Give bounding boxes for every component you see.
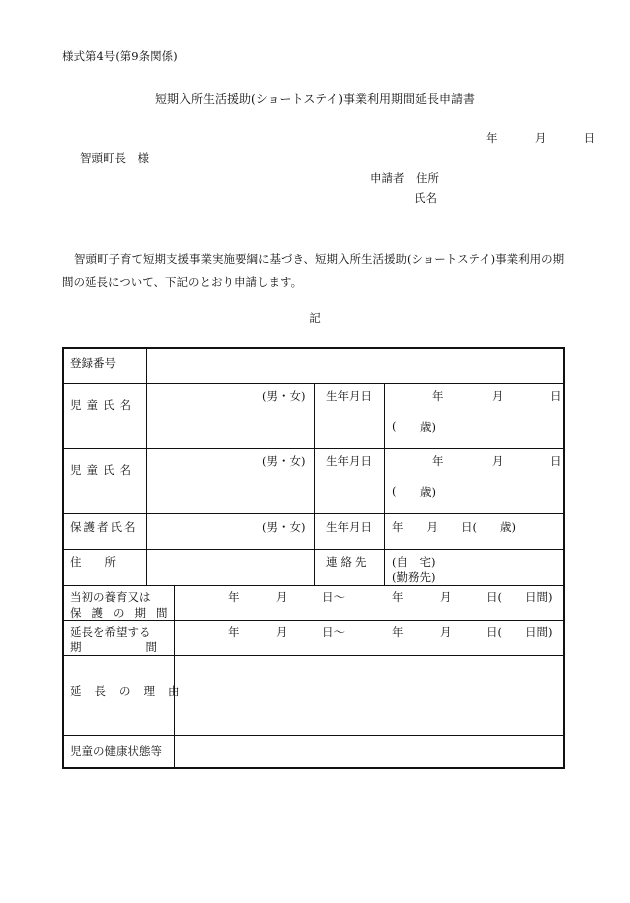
registration-number-field[interactable] bbox=[384, 383, 564, 448]
initial-period-to-month: 月 bbox=[440, 590, 452, 604]
extension-period-from-month: 月 bbox=[276, 625, 288, 639]
applicant-name-label: 氏名 bbox=[414, 191, 437, 205]
address-label: 住 所 bbox=[70, 555, 116, 569]
birth-month-1: 月 bbox=[492, 389, 504, 403]
extension-period-label-line2: 期間 bbox=[70, 640, 221, 654]
gender-2: (男・女) bbox=[262, 454, 306, 468]
extension-period-to-year: 年 bbox=[392, 625, 404, 639]
initial-period-from-month: 月 bbox=[276, 590, 288, 604]
initial-period-from-year: 年 bbox=[228, 590, 240, 604]
initial-period-label-line1: 当初の養育又は bbox=[70, 590, 151, 604]
initial-period-from-day: 日〜 bbox=[322, 590, 345, 604]
date-year: 年 bbox=[486, 131, 498, 145]
addressee: 智頭町長 様 bbox=[80, 151, 149, 165]
guardian-birthdate-label: 生年月日 bbox=[326, 520, 372, 534]
ki-heading: 記 bbox=[309, 311, 321, 325]
birth-year-2: 年 bbox=[432, 454, 444, 468]
home-phone-label: (自 宅) bbox=[392, 555, 436, 569]
address-field[interactable] bbox=[147, 550, 313, 584]
child-health-field[interactable] bbox=[175, 736, 563, 767]
birth-month-2: 月 bbox=[492, 454, 504, 468]
extension-period-label-line1: 延長を希望する bbox=[70, 625, 151, 639]
registration-number-label: 登録番号 bbox=[70, 356, 116, 370]
guardian-name-label: 保護者氏名 bbox=[70, 520, 138, 534]
date-day: 日 bbox=[583, 131, 596, 145]
extension-period-to-month: 月 bbox=[440, 625, 452, 639]
child-health-label: 児童の健康状態等 bbox=[70, 744, 162, 758]
child-name-label-2: 児童氏名 bbox=[70, 463, 136, 477]
date-month: 月 bbox=[534, 131, 547, 145]
extension-period-to-day: 日( 日間) bbox=[486, 625, 553, 639]
age-close-2: 歳) bbox=[420, 485, 436, 499]
birth-day-2: 日 bbox=[550, 454, 562, 468]
age-open-2: ( bbox=[392, 484, 397, 498]
birthdate-label-1: 生年月日 bbox=[326, 389, 372, 403]
form-number: 様式第4号(第9条関係) bbox=[62, 49, 178, 63]
application-table bbox=[62, 347, 565, 769]
date-line bbox=[486, 130, 595, 146]
work-phone-label: (勤務先) bbox=[392, 570, 436, 584]
age-close-1: 歳) bbox=[420, 420, 436, 434]
extension-reason-label: 延長の理由 bbox=[70, 684, 193, 698]
age-open-1: ( bbox=[392, 419, 397, 433]
birth-year-1: 年 bbox=[432, 389, 444, 403]
birthdate-label-2: 生年月日 bbox=[326, 454, 372, 468]
child-name-label-1: 児童氏名 bbox=[70, 398, 136, 412]
gender-1: (男・女) bbox=[262, 389, 306, 403]
initial-period-to-day: 日( 日間) bbox=[486, 590, 553, 604]
applicant-address-label: 申請者 住所 bbox=[370, 171, 439, 185]
extension-reason-field[interactable] bbox=[175, 656, 563, 734]
contact-label: 連絡先 bbox=[326, 555, 370, 569]
guardian-birthdate-value: 年 月 日( 歳) bbox=[392, 520, 516, 534]
birth-day-1: 日 bbox=[550, 389, 562, 403]
guardian-gender: (男・女) bbox=[262, 520, 306, 534]
document-title: 短期入所生活援助(ショートステイ)事業利用期間延長申請書 bbox=[155, 92, 475, 106]
initial-period-label-line2: 保護の期間 bbox=[70, 606, 178, 620]
initial-period-to-year: 年 bbox=[392, 590, 404, 604]
body-text: 智頭町子育て短期支援事業実施要綱に基づき、短期入所生活援助(ショートステイ)事業利用の期間の延長について、下記のとおり申請します。 bbox=[62, 252, 565, 289]
extension-period-from-day: 日〜 bbox=[322, 625, 345, 639]
extension-period-from-year: 年 bbox=[228, 625, 240, 639]
